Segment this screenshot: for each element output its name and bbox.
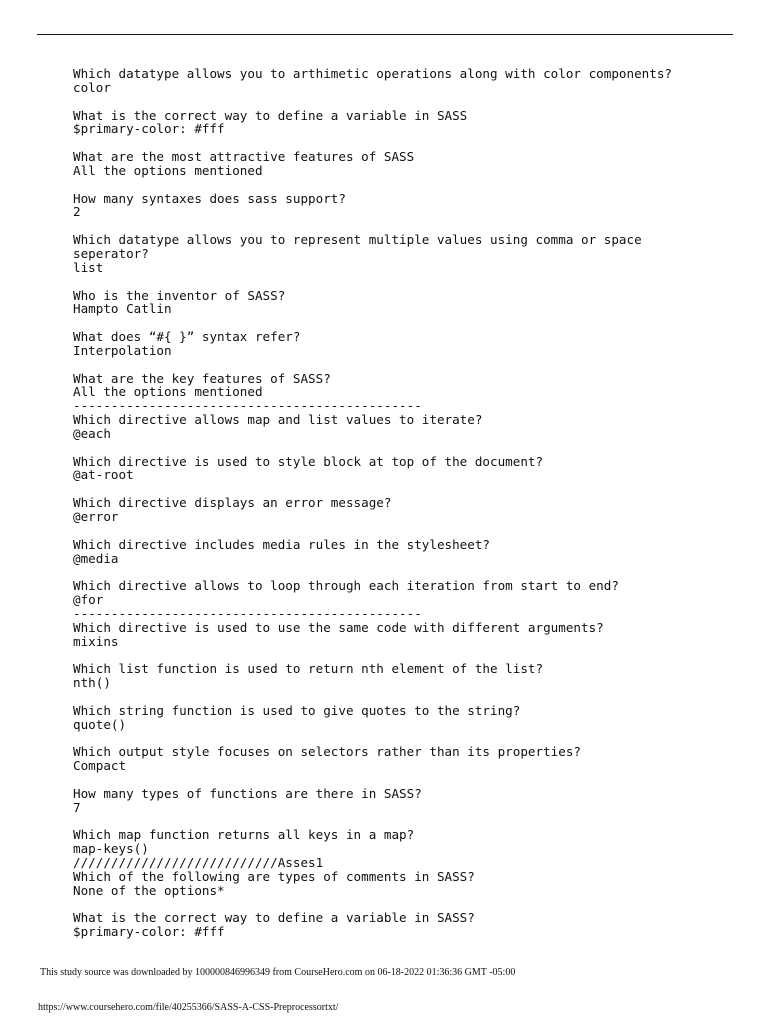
blank-line	[73, 524, 733, 538]
blank-line	[73, 482, 733, 496]
blank-line	[73, 275, 733, 289]
text-line: Hampto Catlin	[73, 301, 172, 317]
text-line: quote()	[73, 716, 127, 732]
text-line: @error	[73, 509, 119, 524]
separator-line: ----------------------------------------------	[73, 605, 422, 621]
text-line: seperator?	[73, 245, 149, 261]
text-line: Interpolation	[73, 342, 172, 358]
text-line: Which datatype allows you to represent multiple values using comma or space	[73, 232, 642, 248]
text-line: Which directive is used to style block at top of the document?	[73, 453, 544, 469]
blank-line	[73, 316, 733, 330]
text-line: How many types of functions are there in SASS?	[73, 785, 422, 801]
text-line: Which of the following are types of comments in SASS?	[73, 868, 475, 884]
separator-line: ///////////////////////////Asses1	[73, 855, 324, 871]
text-line: All the options mentioned	[73, 162, 263, 178]
text-line: Which list function is used to return nth element of the list?	[73, 661, 544, 677]
text-line: @for	[73, 592, 104, 608]
blank-line	[73, 815, 733, 829]
text-line: list	[73, 259, 104, 275]
text-line: How many syntaxes does sass support?	[73, 190, 346, 206]
source-url[interactable]: https://www.coursehero.com/file/40255366/SASS-A-CSS-Preprocessortxt/	[38, 1002, 339, 1013]
text-line: What is the correct way to define a variable in SASS	[73, 107, 468, 123]
download-source-note: This study source was downloaded by 100000846996349 from CourseHero.com on 06-18-2022 01:36:36 GMT -05:00	[40, 967, 516, 978]
blank-line	[73, 178, 733, 192]
blank-line	[73, 648, 733, 662]
blank-line	[73, 219, 733, 233]
text-line: Who is the inventor of SASS?	[73, 287, 286, 303]
blank-line	[73, 358, 733, 372]
separator-line: ----------------------------------------------	[73, 398, 422, 414]
blank-line	[73, 898, 733, 912]
document-body	[73, 67, 733, 939]
text-line: 2	[73, 204, 81, 220]
blank-line	[73, 690, 733, 704]
text-line: All the options mentioned	[73, 384, 263, 400]
text-line: $primary-color: #fff	[73, 121, 225, 137]
text-line: nth()	[73, 675, 111, 691]
blank-line	[73, 136, 733, 150]
text-line: What is the correct way to define a variable in SASS?	[73, 910, 475, 926]
blank-line	[73, 441, 733, 455]
top-divider	[37, 34, 733, 35]
text-line: Which directive allows to loop through each iteration from start to end?	[73, 578, 619, 594]
text-line: Which directive allows map and list values to iterate?	[73, 412, 483, 428]
text-line: Which directive includes media rules in the stylesheet?	[73, 536, 491, 552]
text-line: Which map function returns all keys in a map?	[73, 827, 415, 843]
text-line: What are the most attractive features of SASS	[73, 149, 415, 165]
text-line: @media	[73, 550, 119, 566]
blank-line	[73, 773, 733, 787]
text-line: map-keys()	[73, 841, 149, 857]
blank-line	[73, 565, 733, 579]
text-line: None of the options*	[73, 882, 225, 898]
text-line: Which directive is used to use the same code with different arguments?	[73, 619, 604, 635]
text-line: $primary-color: #fff	[73, 924, 225, 940]
text-line: 7	[73, 799, 81, 815]
text-line: Which directive displays an error message?	[73, 495, 392, 511]
text-line: mixins	[73, 633, 119, 649]
blank-line	[73, 732, 733, 746]
text-line: color	[73, 79, 111, 95]
text-line: What are the key features of SASS?	[73, 370, 331, 386]
text-line: Which datatype allows you to arthimetic operations along with color components?	[73, 66, 672, 81]
text-line: What does “#{ }” syntax refer?	[73, 329, 301, 345]
text-line: @at-root	[73, 467, 134, 483]
text-line: Which string function is used to give quotes to the string?	[73, 702, 521, 718]
text-line: Which output style focuses on selectors rather than its properties?	[73, 744, 581, 760]
blank-line	[73, 95, 733, 109]
text-line: Compact	[73, 758, 127, 774]
text-line: @each	[73, 425, 111, 441]
